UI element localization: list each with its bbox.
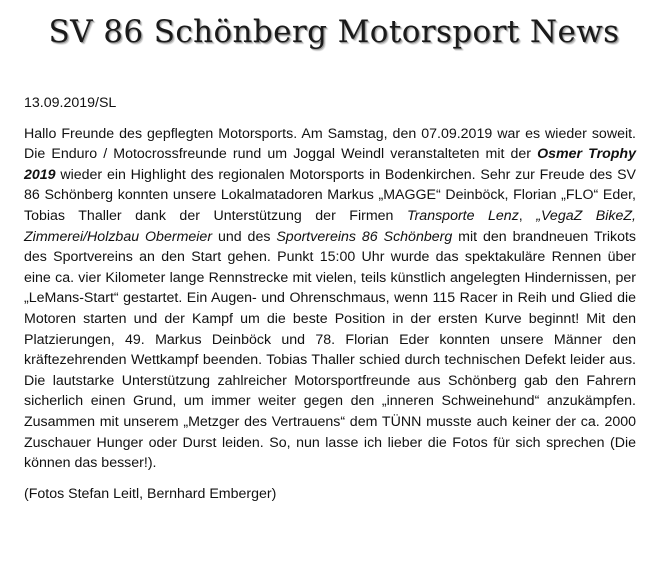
body-segment: , [518, 207, 537, 224]
event-name: Osmer Trophy 2019 [24, 146, 636, 183]
sponsor-name: „VegaZ BikeZ, Zimmerei/Holzbau Obermeier [24, 207, 636, 245]
body-segment: mit den brandneuen Trikots des Sportvereins an den Start gehen. Punkt 15:00 Uhr wurde das spektakuläre Rennen über eine ca. vier Kilometer lange Rennstrecke mit vielen, teils künstlich angelegten Hindernissen, per „LeMans-Start“ gestartet. Ein Augen- und Ohrenschmaus, wenn 115 Racer in Reih und Glied die Motoren starten und der Kampf um die beste Position in der ersten Kurve beginnt! Mit den Platzierungen, 49. Markus Deinböck und 78. Florian Eder konnten unsere Männer den kräftezehrenden Wettkampf beenden. Tobias Thaller schied durch technischen Defekt leider aus. Die lautstarke Unterstützung zahlreicher Motorsportfreunde aus Schönberg gab den Fahrern sicherlich einen Grund, um immer weiter gegen den „inneren Schweinehund“ anzukämpfen. Zusammen mit unserem „Metzger des Vertrauens“ dem TÜNN musste auch keiner der ca. 2000 Zuschauer Hunger oder Durst leiden. So, nun lasse ich lieber die Fotos für sich sprechen (Die können das besser!). [24, 228, 636, 472]
body-segment: wieder ein Highlight des regionalen Motorsports in Bodenkirchen. Sehr zur Freude des SV 86 Schönberg konnten unsere Lokalmatadoren Markus „MAGGE“ Deinböck, Florian „FLO“ Eder, Tobias Thaller dank der Unterstützung der Firmen [24, 166, 636, 224]
sponsor-name: Transporte Lenz [406, 207, 519, 224]
club-name: Sportvereins 86 Schönberg [276, 228, 453, 245]
article [24, 93, 636, 504]
body-segment: und des [212, 228, 277, 245]
article-dateline: 13.09.2019/SL [24, 95, 117, 111]
page-title: SV 86 Schönberg Motorsport News [48, 14, 620, 50]
body-segment: Hallo Freunde des gepflegten Motorsports. Am Samstag, den 07.09.2019 war es wieder soweit. Die Enduro / Motocrossfreunde rund um Joggal Weindl veranstalteten mit der [24, 125, 636, 163]
article-body [24, 124, 636, 474]
photo-credits: (Fotos Stefan Leitl, Bernhard Emberger) [24, 485, 277, 502]
